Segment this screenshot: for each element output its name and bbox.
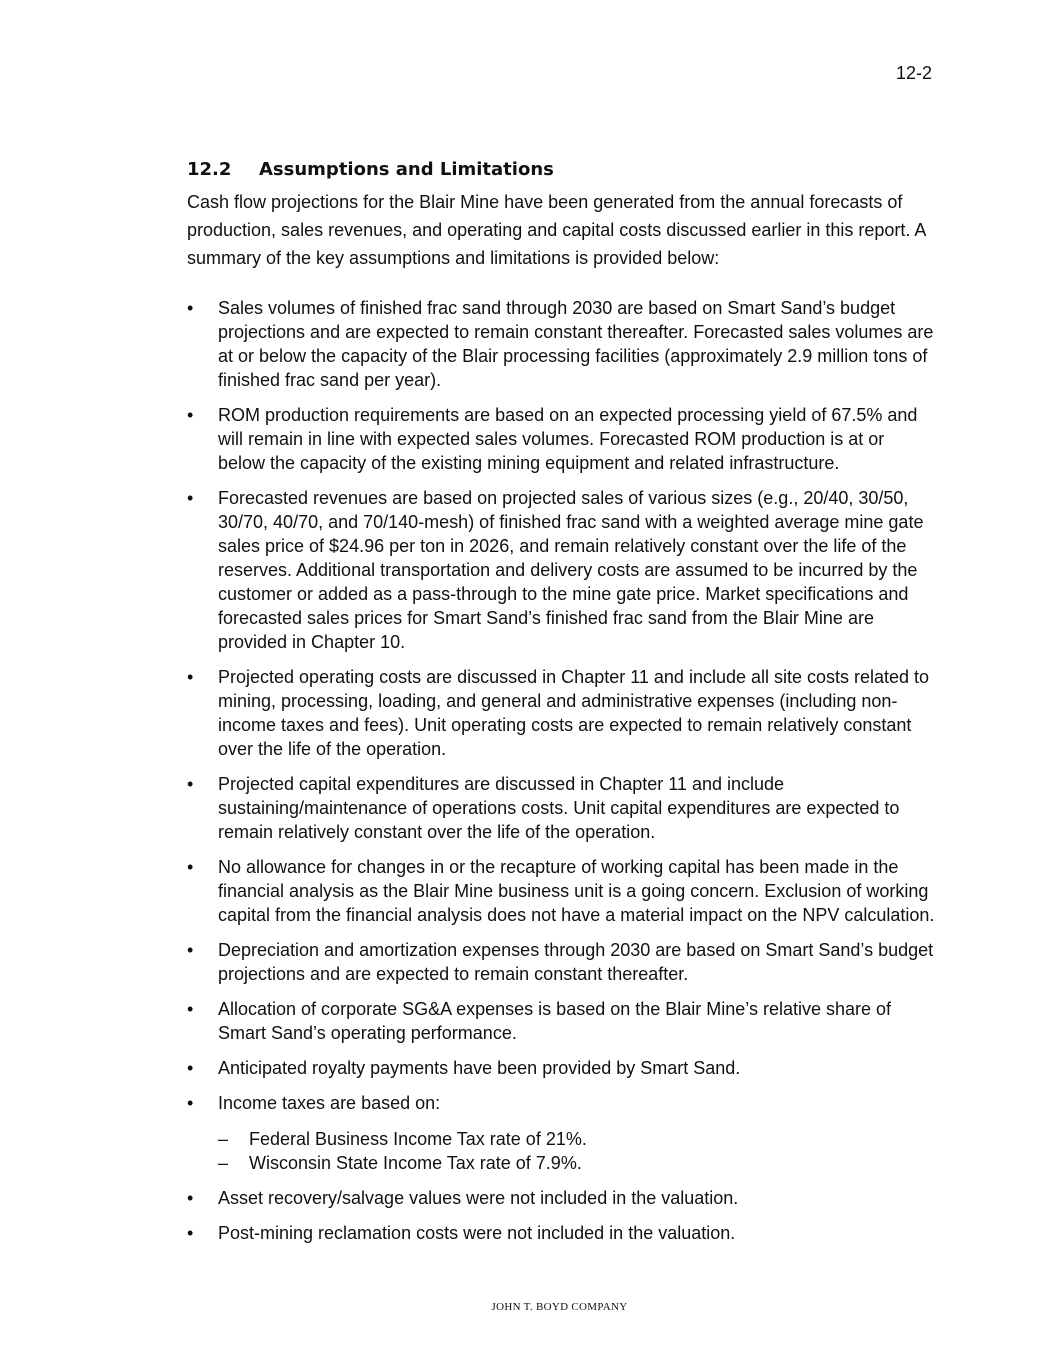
list-item-text: Post-mining reclamation costs were not included in the valuation. <box>218 1223 736 1243</box>
list-item <box>187 938 935 986</box>
list-item <box>187 296 935 392</box>
list-item <box>187 665 935 761</box>
income-tax-sublist <box>218 1127 935 1175</box>
bullet-icon: • <box>187 1058 194 1078</box>
section-title: Assumptions and Limitations <box>259 159 554 180</box>
list-item-text: Asset recovery/salvage values were not included in the valuation. <box>218 1188 739 1208</box>
section-number: 12.2 <box>187 159 232 180</box>
list-item-text: ROM production requirements are based on an expected processing yield of 67.5% and will remain in line with expected sales volumes. Forecasted ROM production is at or below the capacity of the existing mining equipment and related infrastructure. <box>218 405 918 473</box>
bullet-icon: • <box>187 1188 194 1208</box>
list-item-text: Allocation of corporate SG&A expenses is based on the Blair Mine’s relative share of Smart Sand’s operating performance. <box>218 999 892 1043</box>
list-item-text: Depreciation and amortization expenses through 2030 are based on Smart Sand’s budget projections and are expected to remain constant thereafter. <box>218 940 934 984</box>
dash-icon: – <box>218 1129 229 1149</box>
dash-icon: – <box>218 1153 229 1173</box>
list-item <box>187 486 935 654</box>
document-body <box>187 158 935 1256</box>
page-number: 12-2 <box>895 63 932 83</box>
list-item <box>187 1056 935 1080</box>
bullet-icon: • <box>187 667 194 687</box>
list-item-text: No allowance for changes in or the recapture of working capital has been made in the financial analysis as the Blair Mine business unit is a going concern. Exclusion of working capital from the financial analysis does not have a material impact on the NPV calculation. <box>218 857 935 925</box>
bullet-icon: • <box>187 774 194 794</box>
list-item <box>187 1186 935 1210</box>
list-item <box>187 855 935 927</box>
assumptions-list <box>187 296 935 1245</box>
bullet-icon: • <box>187 488 194 508</box>
intro-paragraph: Cash flow projections for the Blair Mine have been generated from the annual forecasts of production, sales revenues, and operating and capital costs discussed earlier in this report. A summary of the key assumptions and limitations is provided below: <box>187 192 926 268</box>
page-footer: JOHN T. BOYD COMPANY <box>491 1301 628 1313</box>
section-heading <box>187 158 935 182</box>
bullet-icon: • <box>187 1223 194 1243</box>
bullet-icon: • <box>187 1093 194 1113</box>
bullet-icon: • <box>187 940 194 960</box>
list-item <box>187 403 935 475</box>
list-item-text: Projected capital expenditures are discussed in Chapter 11 and include sustaining/maintenance of operations costs. Unit capital expenditures are expected to remain relatively constant over the life of the operation. <box>218 774 900 842</box>
list-item-text: Projected operating costs are discussed in Chapter 11 and include all site costs related to mining, processing, loading, and general and administrative expenses (including non-income taxes and fees). Unit operating costs are expected to remain relatively constant over the life of the operation. <box>218 667 930 759</box>
sub-list-item <box>218 1127 935 1151</box>
bullet-icon: • <box>187 298 194 318</box>
list-item-text: Sales volumes of finished frac sand through 2030 are based on Smart Sand’s budget projections and are expected to remain constant thereafter. Forecasted sales volumes are at or below the capacity of the Blair processing facilities (approximately 2.9 million tons of finished frac sand per year). <box>218 298 934 390</box>
sub-list-item-text: Wisconsin State Income Tax rate of 7.9%. <box>249 1153 582 1173</box>
list-item <box>187 772 935 844</box>
bullet-icon: • <box>187 405 194 425</box>
list-item <box>187 1221 935 1245</box>
bullet-icon: • <box>187 999 194 1019</box>
list-item-text: Anticipated royalty payments have been provided by Smart Sand. <box>218 1058 741 1078</box>
list-item <box>187 997 935 1045</box>
sub-list-item-text: Federal Business Income Tax rate of 21%. <box>249 1129 587 1149</box>
sub-list-item <box>218 1151 935 1175</box>
bullet-icon: • <box>187 857 194 877</box>
list-item <box>187 1091 935 1175</box>
list-item-text: Income taxes are based on: <box>218 1093 441 1113</box>
list-item-text: Forecasted revenues are based on projected sales of various sizes (e.g., 20/40, 30/50, 30/70, 40/70, and 70/140-mesh) of finished frac sand with a weighted average mine gate sales price of $24.96 per ton in 2026, and remain relatively constant over the life of the reserves. Additional transportation and delivery costs are assumed to be incurred by the customer or added as a pass-through to the mine gate price. Market specifications and forecasted sales prices for Smart Sand’s finished frac sand from the Blair Mine are provided in Chapter 10. <box>218 488 924 652</box>
